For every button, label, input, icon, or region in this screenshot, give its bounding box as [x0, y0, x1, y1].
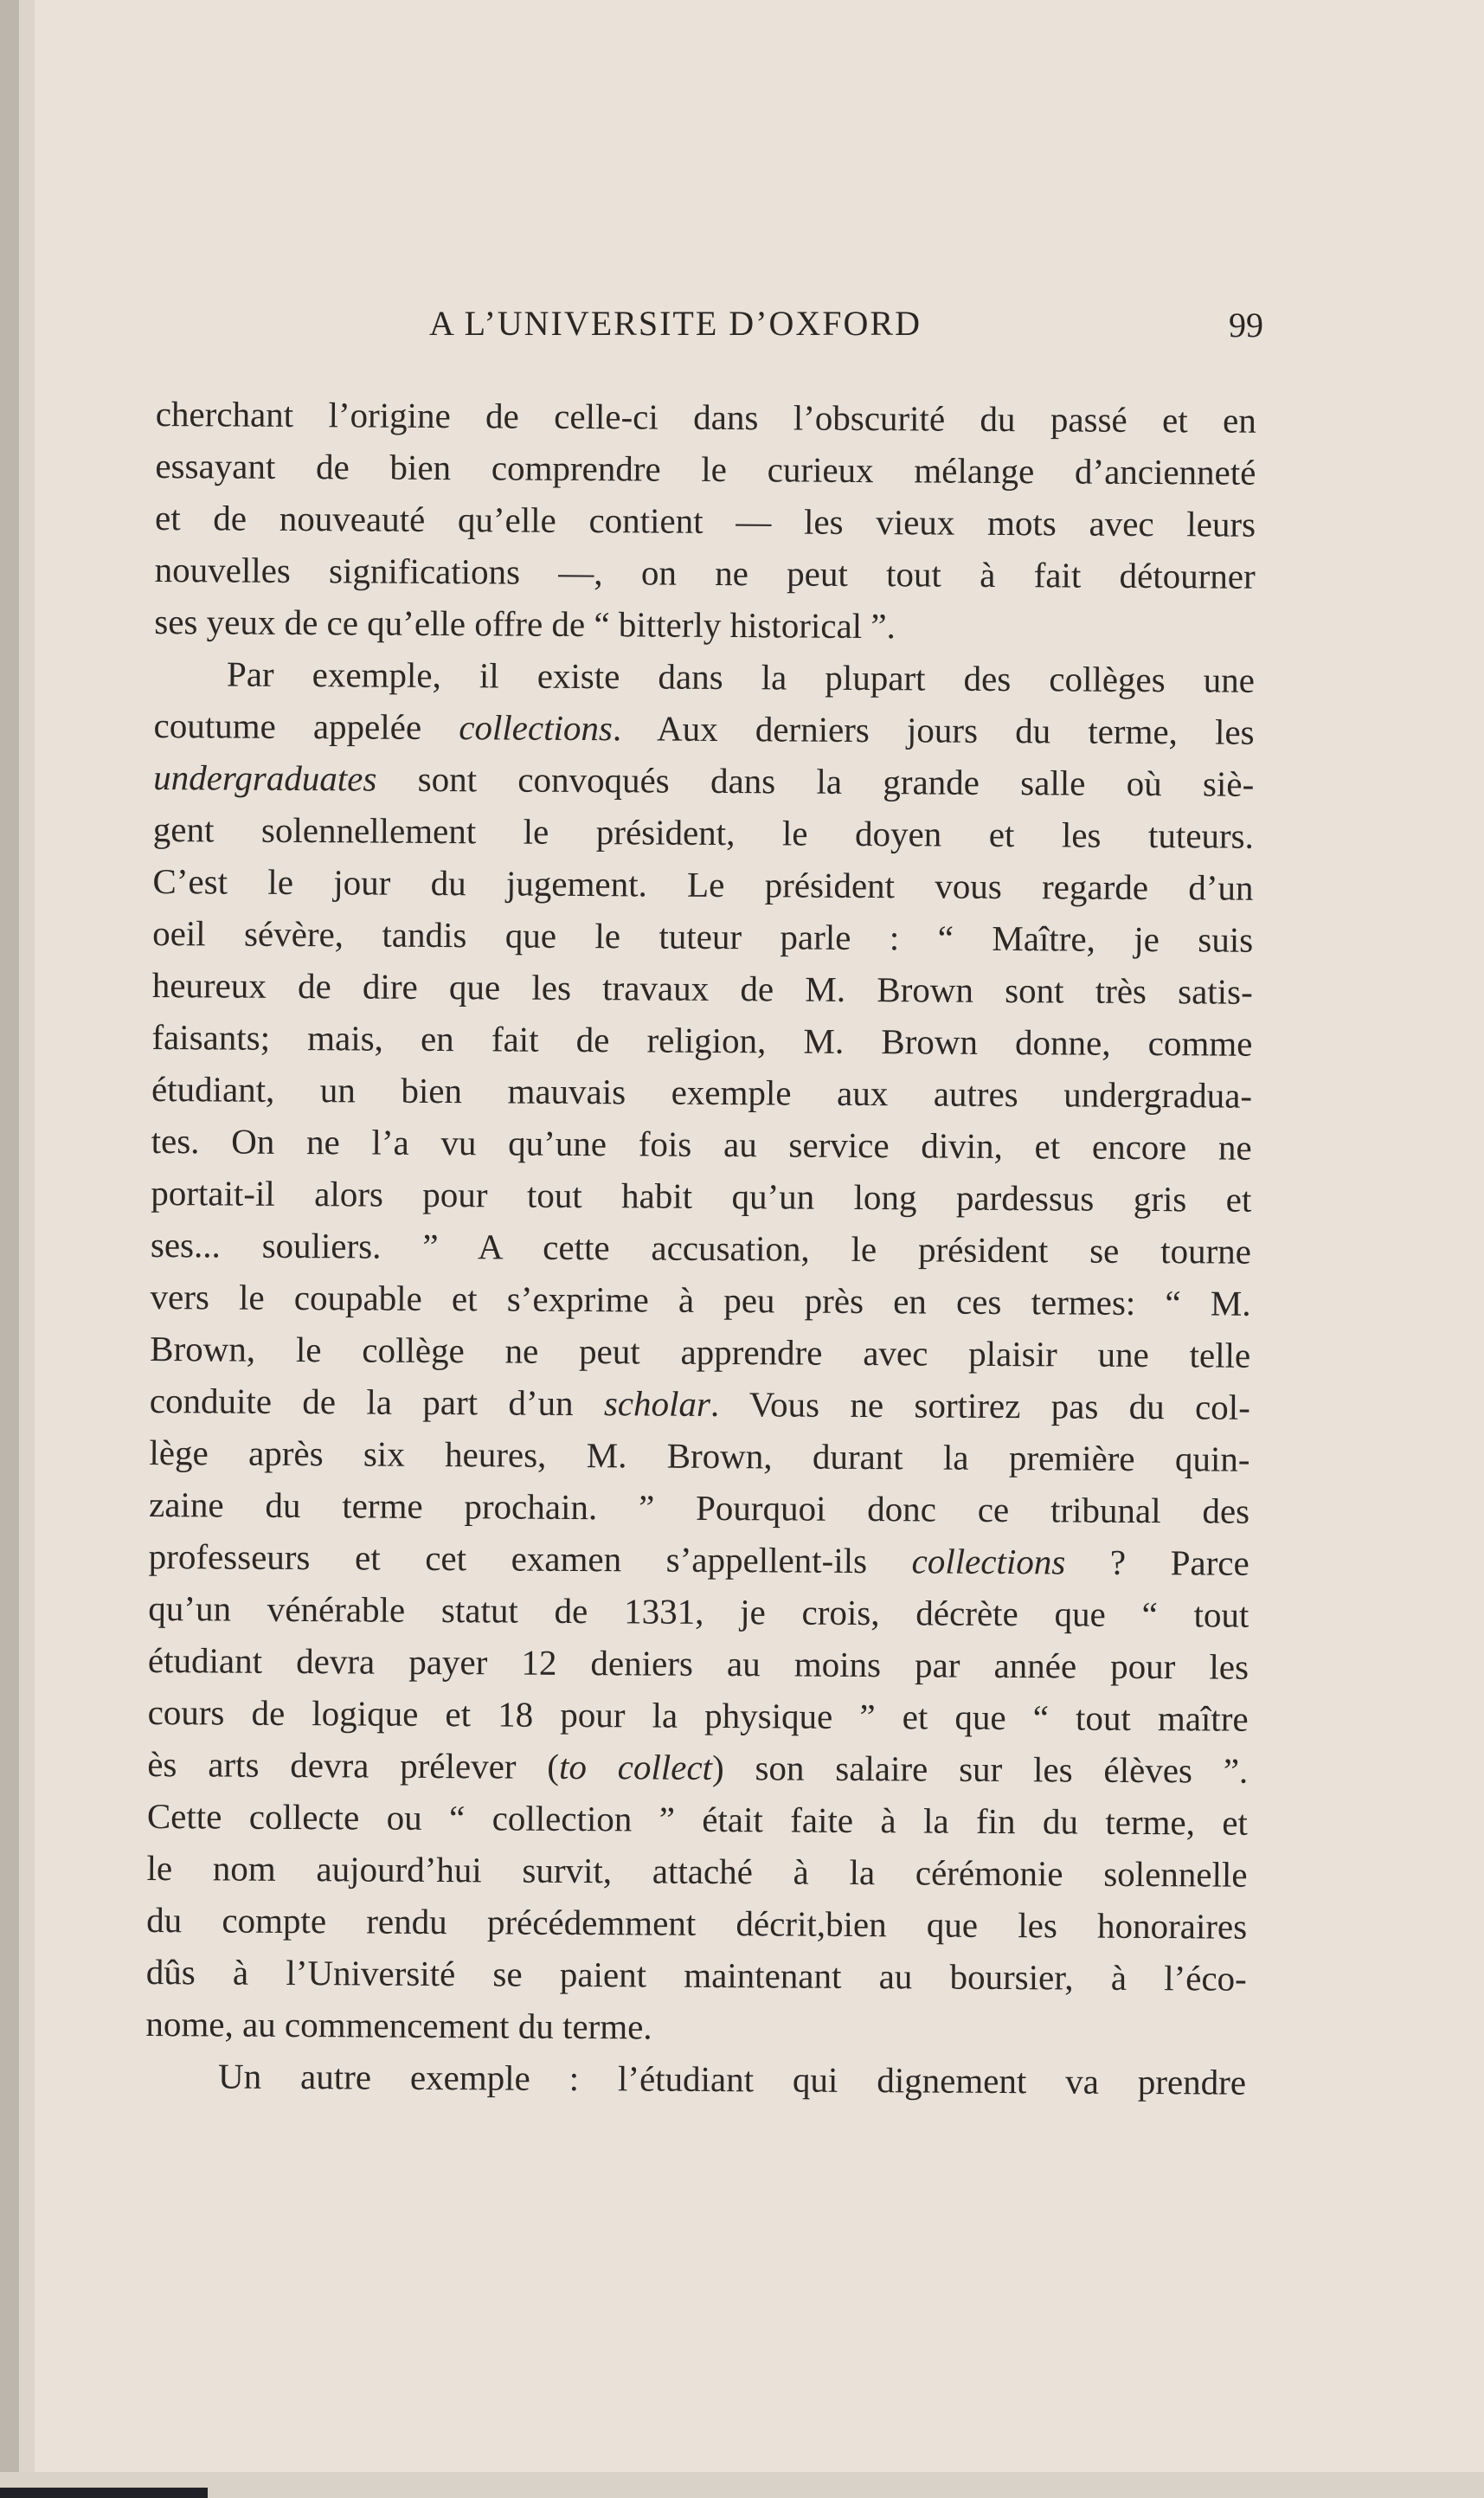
page-bottom-edge	[0, 2472, 1484, 2498]
text-line: nouvelles significations —, on ne peut tout à fait détourner	[154, 549, 1256, 596]
text-line: le nom aujourd’hui survit, attaché à la cérémonie solennelle	[146, 1847, 1248, 1895]
text-line: cherchant l’origine de celle-ci dans l’obscurité du passé et en	[155, 393, 1256, 441]
text-line: et de nouveauté qu’elle contient — les vieux mots avec leurs	[154, 497, 1256, 544]
text-line: étudiant devra payer 12 deniers au moins par année pour les	[147, 1639, 1250, 1687]
text-line: gent solennellement le président, le doyen et les tuteurs.	[152, 808, 1255, 856]
text-line: lège après six heures, M. Brown, durant la première quin-	[149, 1432, 1250, 1479]
text-line: coutume appelée collections. Aux derniers jours du terme, les	[153, 705, 1255, 752]
text-line: nome, au commencement du terme.	[145, 2003, 652, 2047]
text-line: du compte rendu précédemment décrit,bien que les honoraires	[146, 1899, 1248, 1947]
paragraph-first-line: Par exemple, il existe dans la plupart des collèges une	[226, 653, 1256, 700]
paragraph-first-line: Un autre exemple : l’étudiant qui dignement va prendre	[217, 2056, 1247, 2102]
text-line: heureux de dire que les travaux de M. Brown sont très satis-	[151, 964, 1253, 1012]
body-text	[145, 388, 1256, 2108]
text-line: faisants; mais, en fait de religion, M. Brown donne, comme	[151, 1016, 1253, 1064]
text-line: qu’un vénérable statut de 1331, je crois, décrète que “ tout	[148, 1587, 1250, 1635]
text-line: ses yeux de ce qu’elle offre de “ bitterly historical ”.	[154, 601, 896, 647]
text-line: vers le coupable et s’exprime à peu près en ces termes: “ M.	[150, 1276, 1251, 1323]
text-line: C’est le jour du jugement. Le président vous regarde d’un	[152, 860, 1254, 908]
text-line: conduite de la part d’un scholar. Vous ne sortirez pas du col-	[149, 1380, 1250, 1427]
page-binding-edge	[0, 0, 19, 2498]
page-gutter-shadow	[19, 0, 35, 2498]
text-line: Cette collecte ou “ collection ” était faite à la fin du terme, et	[146, 1795, 1249, 1843]
text-line: undergraduates sont convoqués dans la grande salle où siè-	[153, 756, 1255, 804]
text-line: oeil sévère, tandis que le tuteur parle : “ Maître, je suis	[152, 912, 1254, 960]
text-line: portait-il alors pour tout habit qu’un long pardessus gris et	[151, 1172, 1252, 1220]
text-line: cours de logique et 18 pour la physique ” et que “ tout maître	[147, 1691, 1249, 1739]
text-line: étudiant, un bien mauvais exemple aux autres undergradua-	[151, 1068, 1253, 1116]
text-line: tes. On ne l’a vu qu’une fois au service divin, et encore ne	[151, 1120, 1252, 1168]
text-line: ès arts devra prélever (to collect) son salaire sur les élèves ”.	[147, 1743, 1249, 1791]
text-line: ses... souliers. ” A cette accusation, le président se tourne	[150, 1224, 1252, 1272]
page-number: 99	[1229, 306, 1263, 344]
text-line: essayant de bien comprendre le curieux mélange d’ancienneté	[155, 445, 1256, 493]
text-line: dûs à l’Université se paient maintenant au boursier, à l’éco-	[145, 1951, 1247, 1999]
text-line: zaine du terme prochain. ” Pourquoi donc ce tribunal des	[148, 1484, 1250, 1531]
running-head: A L’UNIVERSITE D’OXFORD	[429, 304, 922, 343]
text-line: professeurs et cet examen s’appellent-ils collections ? Parce	[148, 1535, 1250, 1583]
page-header	[156, 303, 1263, 355]
scan-background-strip	[0, 2488, 208, 2498]
text-line: Brown, le collège ne peut apprendre avec plaisir une telle	[150, 1328, 1251, 1375]
